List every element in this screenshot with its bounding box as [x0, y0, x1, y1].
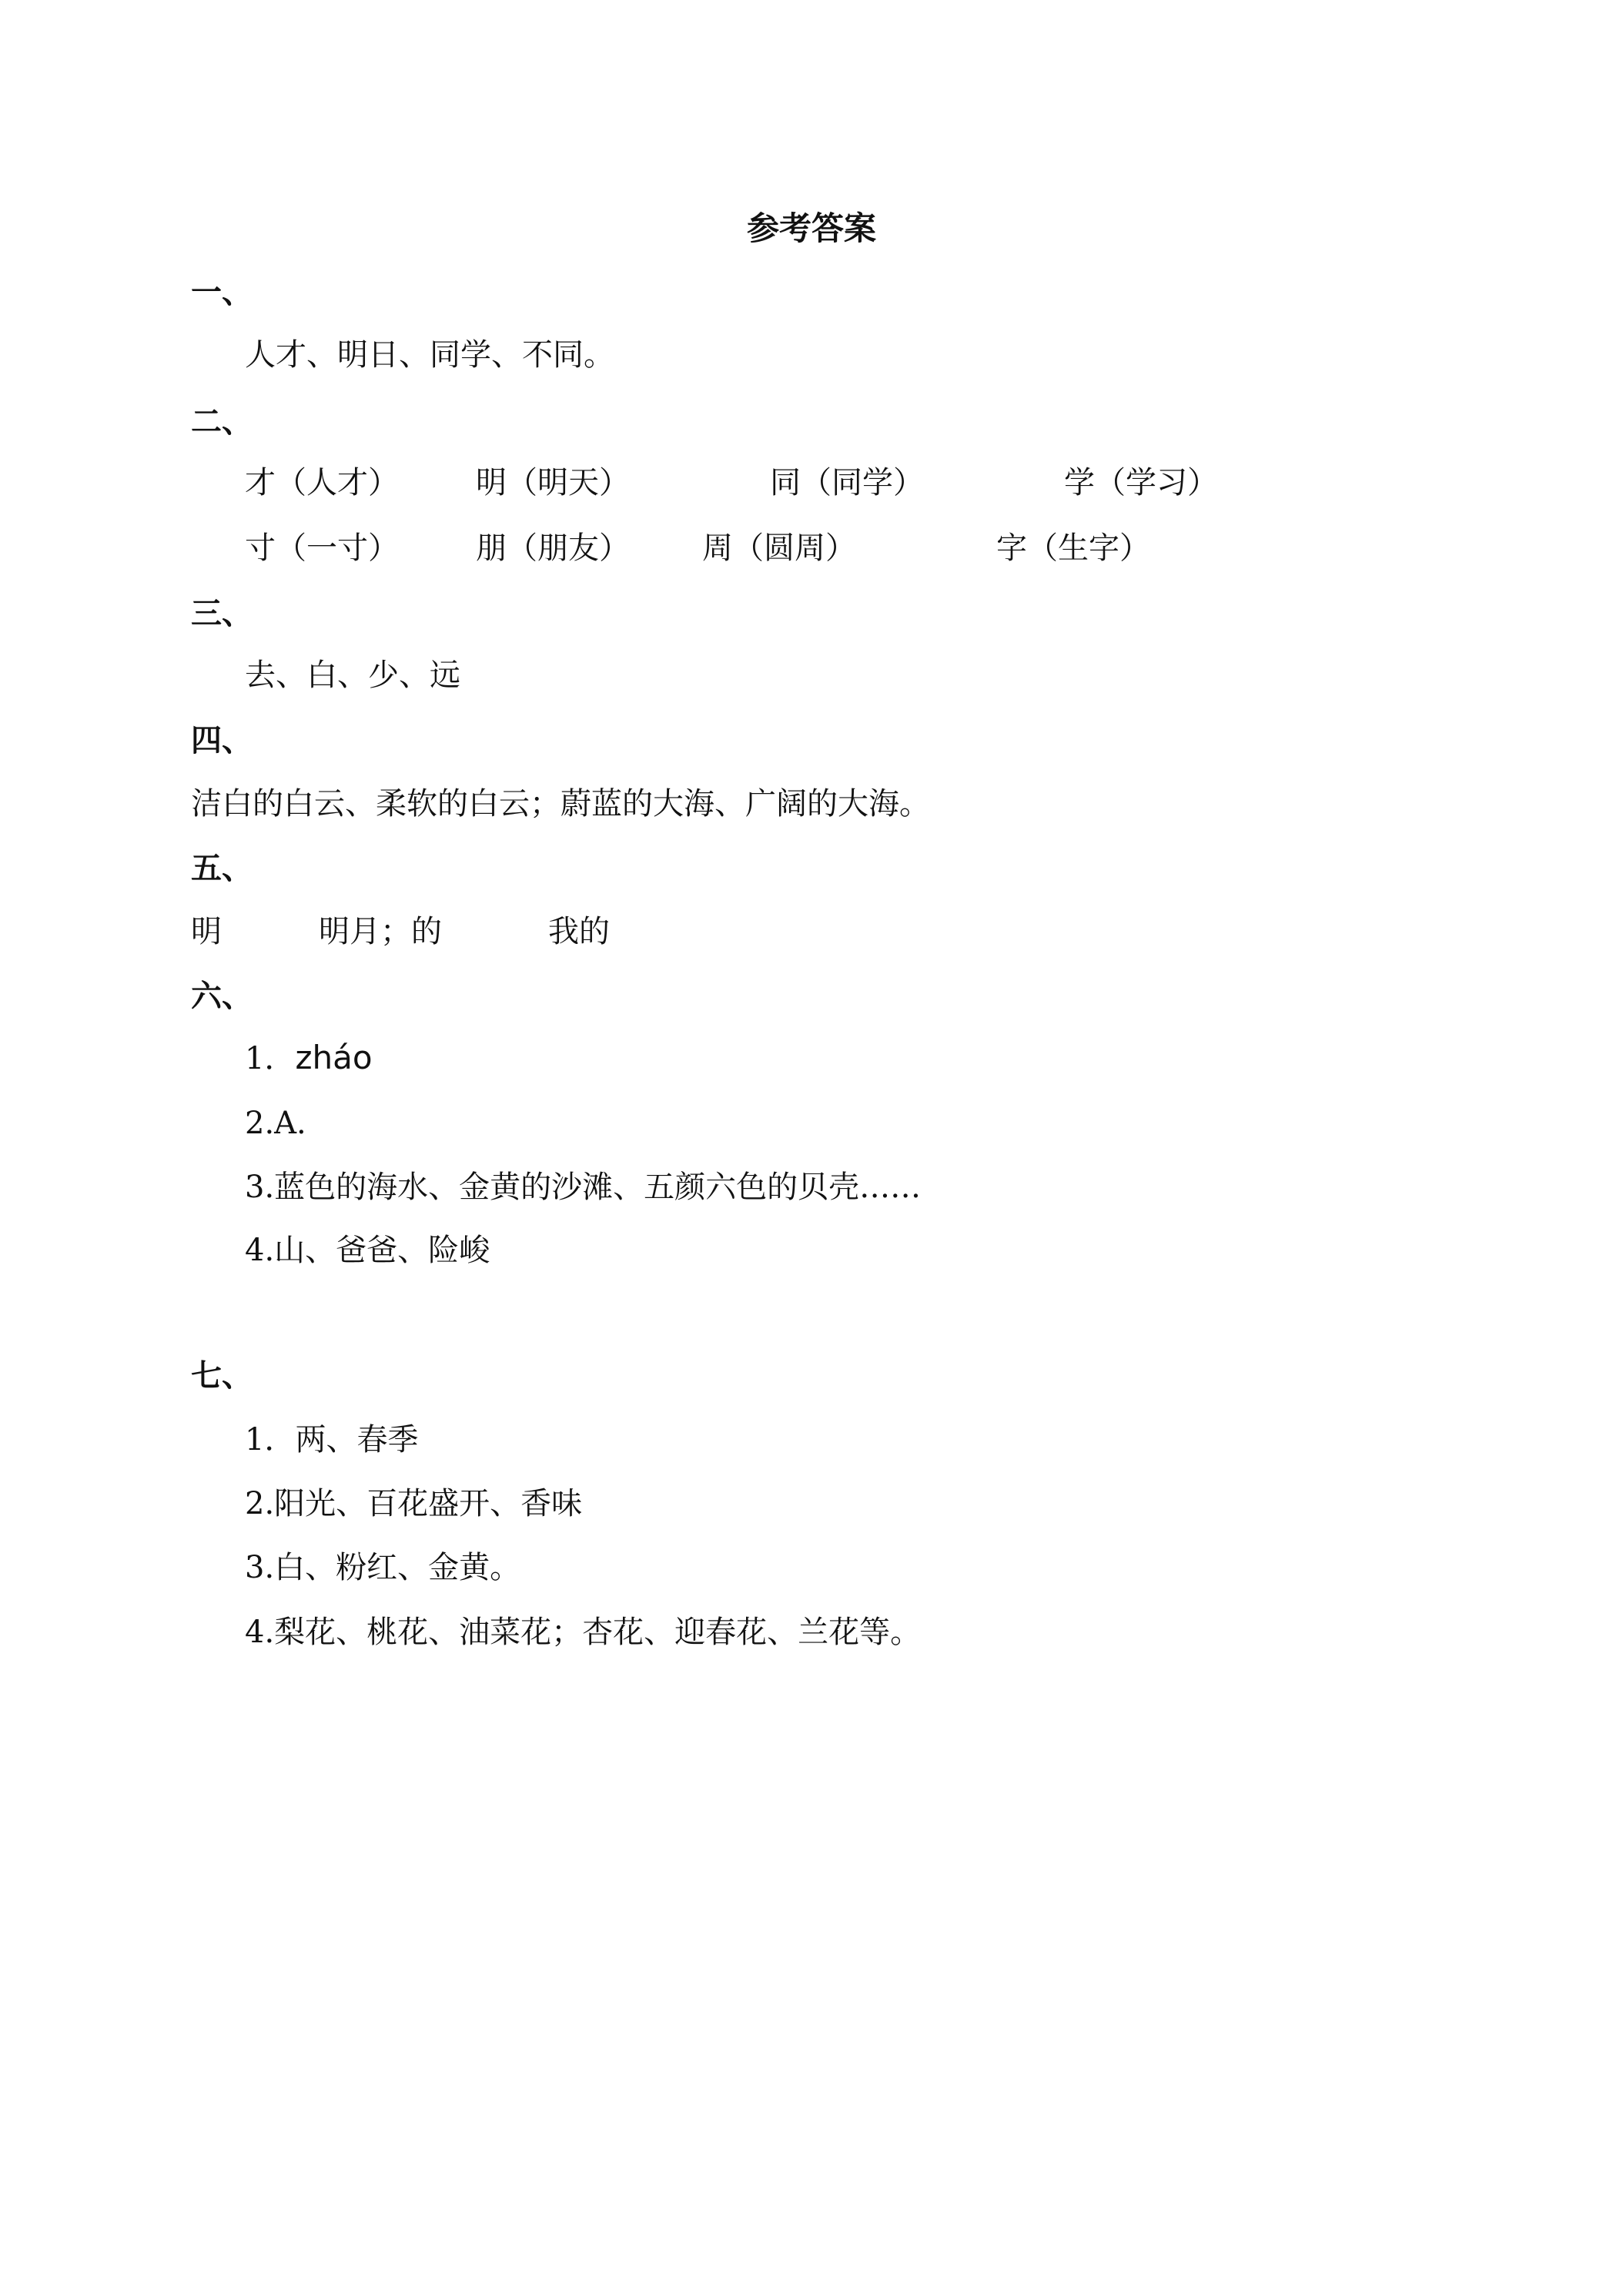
- section-1-answer: 人才、明日、同学、不同。: [245, 337, 614, 373]
- section-5-heading: 五、: [191, 850, 253, 886]
- section-2-row2-cell: 周（圆周）: [702, 530, 856, 566]
- section-2-row1-cell: 明（明天）: [476, 465, 630, 500]
- section-7-item-1: 1．两、春季: [245, 1422, 419, 1458]
- section-6-heading: 六、: [191, 978, 253, 1014]
- section-6-item-1: [245, 1039, 373, 1077]
- section-7-heading: 七、: [191, 1357, 253, 1394]
- section-2-row1-cell: 才（人才）: [245, 465, 399, 500]
- section-3-answer: 去、白、少、远: [245, 658, 460, 693]
- section-2-row1-cell: 同（同学）: [770, 465, 924, 500]
- section-2-row2-cell: 字（生字）: [996, 530, 1150, 566]
- pinyin-answer: zháo: [295, 1039, 373, 1076]
- section-2-row2-cell: 寸（一寸）: [245, 530, 399, 566]
- item-number: 1．: [245, 1041, 296, 1076]
- section-5-part: 明月；的: [319, 914, 442, 949]
- section-2-heading: 二、: [191, 403, 253, 440]
- section-7-item-4: 4.梨花、桃花、油菜花；杏花、迎春花、兰花等。: [245, 1615, 922, 1650]
- section-4-heading: 四、: [191, 722, 253, 758]
- section-7-item-2: 2.阳光、百花盛开、香味: [245, 1486, 583, 1521]
- section-6-item-2: 2.A.: [245, 1106, 306, 1141]
- section-6-item-3: 3.蓝色的海水、金黄的沙滩、五颜六色的贝壳……: [245, 1170, 922, 1205]
- section-4-answer: 洁白的白云、柔软的白云；蔚蓝的大海、广阔的大海。: [191, 786, 930, 822]
- section-2-row1-cell: 学（学习）: [1064, 465, 1218, 500]
- section-5-part: 我的: [548, 914, 610, 949]
- section-1-heading: 一、: [191, 274, 253, 310]
- section-3-heading: 三、: [191, 595, 253, 631]
- page-title: 参考答案: [746, 209, 876, 247]
- section-5-part: 明: [191, 914, 222, 949]
- section-6-item-4: 4.山、爸爸、险峻: [245, 1233, 490, 1268]
- section-2-row2-cell: 朋（朋友）: [476, 530, 630, 566]
- section-7-item-3: 3.白、粉红、金黄。: [245, 1550, 521, 1585]
